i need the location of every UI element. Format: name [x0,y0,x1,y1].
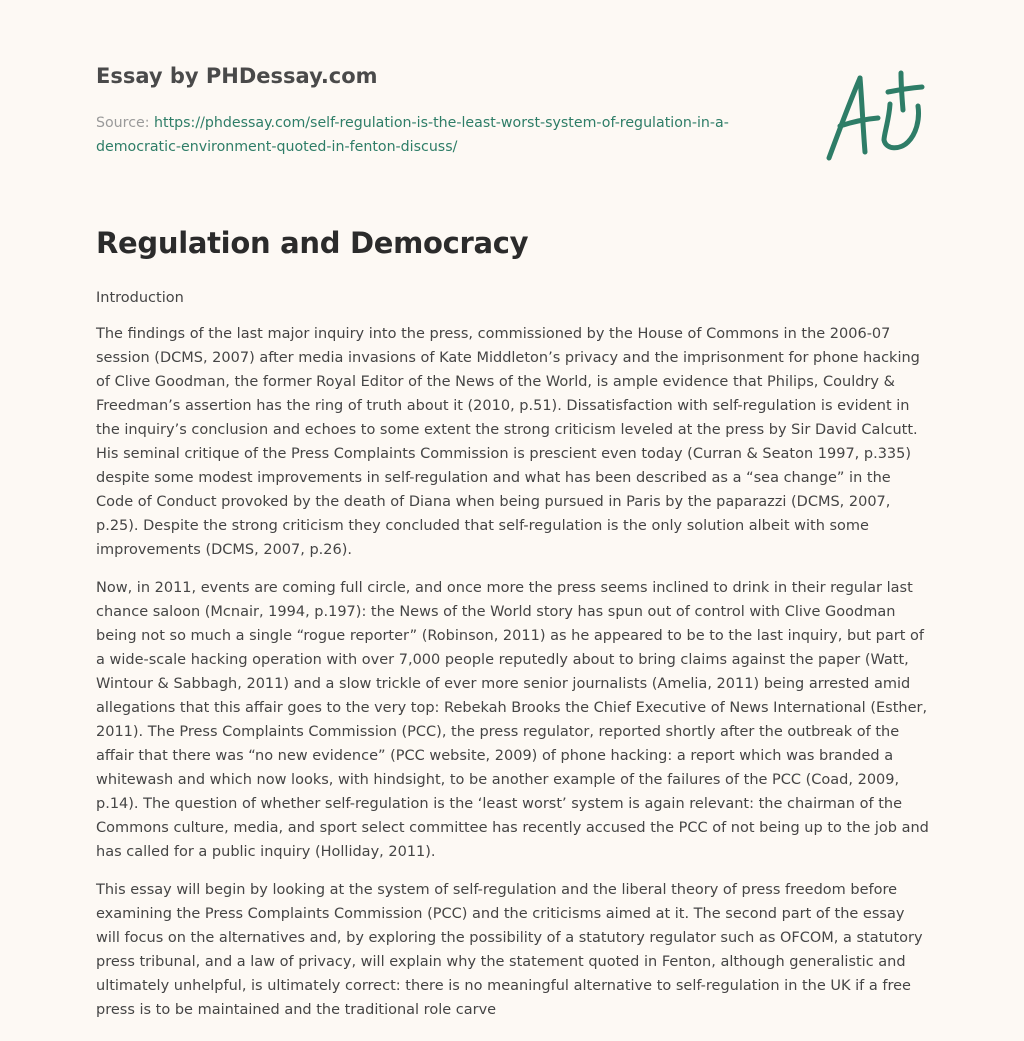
a-plus-grade-icon [818,66,930,166]
section-heading: Introduction [96,290,184,306]
source-link[interactable]: https://phdessay.com/self-regulation-is-the-least-worst-system-of-regulation-in-a-democratic-environment-quoted-in-fenton-discuss/ [96,115,729,155]
paragraph: Now, in 2011, events are coming full circle, and once more the press seems inclined to drink in their regular last chance saloon (Mcnair, 1994, p.197): the News of the World story has spun out of control with Clive Goodman being not so much a single “rogue reporter” (Robinson, 2011) as he appeared to be to the last inquiry, but part of a wide-scale hacking operation with over 7,000 people reputedly about to bring claims against the paper (Watt, Wintour & Sabbagh, 2011) and a slow trickle of ever more senior journalists (Amelia, 2011) being arrested amid allegations that this affair goes to the very top: Rebekah Brooks the Chief Executive of News International (Esther, 2011). The Press Complaints Commission (PCC), the press regulator, reported shortly after the outbreak of the affair that there was “no new evidence” (PCC website, 2009) of phone hacking: a report which was branded a whitewash and which now looks, with hindsight, to be another example of the failures of the PCC (Coad, 2009, p.14). The question of whether self-regulation is the ‘least worst’ system is again relevant: the chairman of the Commons culture, media, and sport select committee has recently accused the PCC of not being up to the job and has called for a public inquiry (Holliday, 2011). [96,580,929,860]
site-brand: Essay by PHDessay.com [96,64,378,88]
paragraph: The findings of the last major inquiry into the press, commissioned by the House of Commons in the 2006-07 session (DCMS, 2007) after media invasions of Kate Middleton’s privacy and the imprisonment for phone hacking of Clive Goodman, the former Royal Editor of the News of the World, is ample evidence that Philips, Couldry & Freedman’s assertion has the ring of truth about it (2010, p.51). Dissatisfaction with self-regulation is evident in the inquiry’s conclusion and echoes to some extent the strong criticism leveled at the press by Sir David Calcutt. His seminal critique of the Press Complaints Commission is prescient even today (Curran & Seaton 1997, p.335) despite some modest improvements in self-regulation and what has been described as a “sea change” in the Code of Conduct provoked by the death of Diana when being pursued in Paris by the paparazzi (DCMS, 2007, p.25). Despite the strong criticism they concluded that self-regulation is the only solution albeit with some improvements (DCMS, 2007, p.26). [96,326,920,558]
paragraph: This essay will begin by looking at the system of self-regulation and the liberal theory of press freedom before examining the Press Complaints Commission (PCC) and the criticisms aimed at it. The second part of the essay will focus on the alternatives and, by exploring the possibility of a statutory regulator such as OFCOM, a statutory press tribunal, and a law of privacy, will explain why the statement quoted in Fenton, although generalistic and ultimately unhelpful, is ultimately correct: there is no meaningful alternative to self-regulation in the UK if a free press is to be maintained and the traditional role carve [96,882,923,1018]
article-title: Regulation and Democracy [96,226,529,260]
source-line [96,111,776,159]
article-body [96,286,932,1036]
source-label: Source: [96,115,150,131]
